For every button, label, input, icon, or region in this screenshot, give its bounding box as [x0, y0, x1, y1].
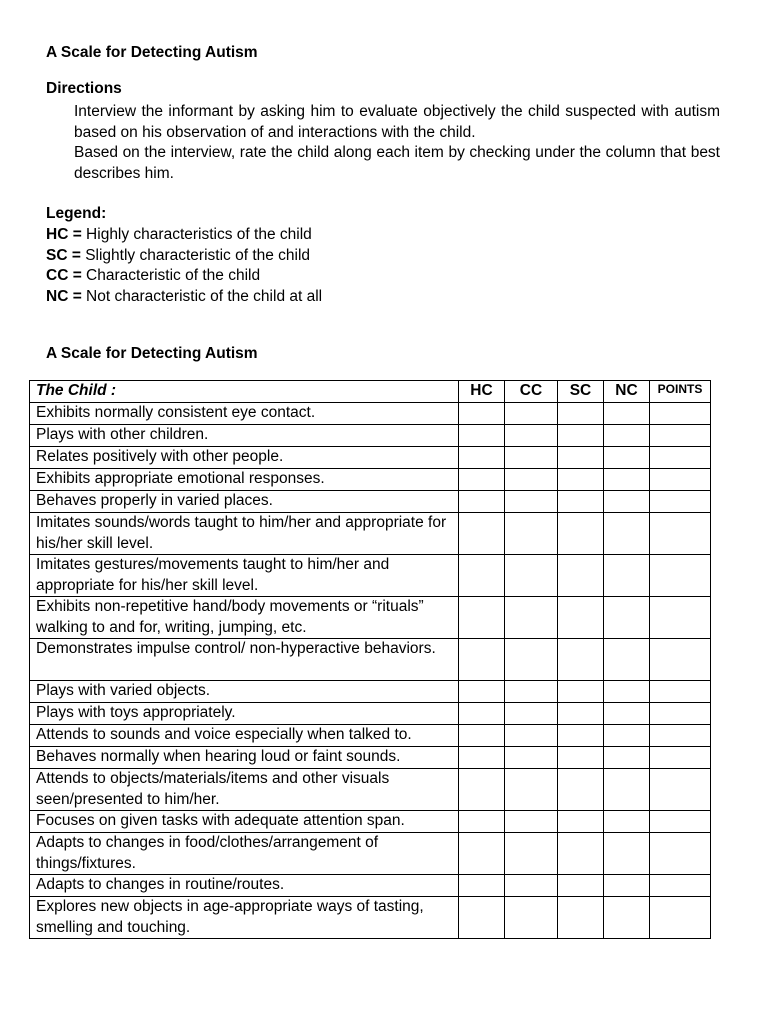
sc-cell[interactable]: [558, 447, 604, 469]
legend-text: Characteristic of the child: [81, 267, 261, 285]
nc-cell[interactable]: [604, 597, 650, 639]
cc-cell[interactable]: [505, 769, 558, 811]
points-cell[interactable]: [650, 769, 711, 811]
sc-cell[interactable]: [558, 875, 604, 897]
item-text: Behaves properly in varied places.: [30, 491, 459, 513]
points-cell[interactable]: [650, 469, 711, 491]
cc-cell[interactable]: [505, 425, 558, 447]
sc-cell[interactable]: [558, 555, 604, 597]
legend-text: Highly characteristics of the child: [81, 225, 312, 243]
hc-cell[interactable]: [459, 703, 505, 725]
directions-heading: Directions: [46, 80, 122, 97]
table-title: A Scale for Detecting Autism: [46, 345, 258, 362]
hc-cell[interactable]: [459, 491, 505, 513]
header-the-child: The Child :: [30, 381, 459, 403]
points-cell[interactable]: [650, 897, 711, 939]
legend-code: CC =: [46, 267, 82, 285]
cc-cell[interactable]: [505, 447, 558, 469]
sc-cell[interactable]: [558, 725, 604, 747]
hc-cell[interactable]: [459, 681, 505, 703]
hc-cell[interactable]: [459, 725, 505, 747]
points-cell[interactable]: [650, 555, 711, 597]
sc-cell[interactable]: [558, 747, 604, 769]
item-text: Adapts to changes in food/clothes/arrangement of things/fixtures.: [30, 833, 459, 875]
legend-text: Not characteristic of the child at all: [81, 288, 323, 306]
directions-paragraph-2: Based on the interview, rate the child along each item by checking under the column that best describes him.: [74, 144, 720, 182]
legend-text: Slightly characteristic of the child: [80, 246, 311, 264]
hc-cell[interactable]: [459, 811, 505, 833]
cc-cell[interactable]: [505, 513, 558, 555]
sc-cell[interactable]: [558, 597, 604, 639]
table-row: [30, 769, 711, 811]
legend: [46, 204, 322, 308]
nc-cell[interactable]: [604, 725, 650, 747]
nc-cell[interactable]: [604, 469, 650, 491]
table-row: [30, 639, 711, 681]
nc-cell[interactable]: [604, 555, 650, 597]
cc-cell[interactable]: [505, 833, 558, 875]
legend-item-nc: [46, 287, 322, 308]
legend-item-cc: [46, 266, 322, 287]
table-header-row: [30, 381, 711, 403]
points-cell[interactable]: [650, 703, 711, 725]
points-cell[interactable]: [650, 747, 711, 769]
points-cell[interactable]: [650, 639, 711, 681]
hc-cell[interactable]: [459, 425, 505, 447]
sc-cell[interactable]: [558, 897, 604, 939]
points-cell[interactable]: [650, 425, 711, 447]
item-text: Focuses on given tasks with adequate attention span.: [30, 811, 459, 833]
header-points: POINTS: [650, 381, 711, 403]
cc-cell[interactable]: [505, 403, 558, 425]
points-cell[interactable]: [650, 491, 711, 513]
autism-scale-table: [29, 380, 711, 939]
hc-cell[interactable]: [459, 769, 505, 811]
points-cell[interactable]: [650, 725, 711, 747]
hc-cell[interactable]: [459, 597, 505, 639]
sc-cell[interactable]: [558, 703, 604, 725]
hc-cell[interactable]: [459, 403, 505, 425]
nc-cell[interactable]: [604, 513, 650, 555]
nc-cell[interactable]: [604, 425, 650, 447]
points-cell[interactable]: [650, 875, 711, 897]
legend-code: SC =: [46, 246, 81, 264]
hc-cell[interactable]: [459, 875, 505, 897]
sc-cell[interactable]: [558, 639, 604, 681]
table-row: [30, 555, 711, 597]
hc-cell[interactable]: [459, 469, 505, 491]
cc-cell[interactable]: [505, 725, 558, 747]
item-text: Attends to objects/materials/items and other visuals seen/presented to him/her.: [30, 769, 459, 811]
item-text: Exhibits normally consistent eye contact.: [30, 403, 459, 425]
document-title: A Scale for Detecting Autism: [46, 44, 258, 61]
hc-cell[interactable]: [459, 513, 505, 555]
nc-cell[interactable]: [604, 681, 650, 703]
cc-cell[interactable]: [505, 491, 558, 513]
table-row: [30, 447, 711, 469]
header-sc: SC: [558, 381, 604, 403]
nc-cell[interactable]: [604, 811, 650, 833]
points-cell[interactable]: [650, 811, 711, 833]
nc-cell[interactable]: [604, 833, 650, 875]
points-cell[interactable]: [650, 403, 711, 425]
nc-cell[interactable]: [604, 703, 650, 725]
header-cc: CC: [505, 381, 558, 403]
points-cell[interactable]: [650, 513, 711, 555]
table-row: [30, 747, 711, 769]
table-row: [30, 725, 711, 747]
table-row: [30, 897, 711, 939]
nc-cell[interactable]: [604, 875, 650, 897]
sc-cell[interactable]: [558, 513, 604, 555]
nc-cell[interactable]: [604, 897, 650, 939]
nc-cell[interactable]: [604, 491, 650, 513]
hc-cell[interactable]: [459, 747, 505, 769]
nc-cell[interactable]: [604, 747, 650, 769]
sc-cell[interactable]: [558, 681, 604, 703]
points-cell[interactable]: [650, 597, 711, 639]
directions-paragraph-1: Interview the informant by asking him to evaluate objectively the child suspected with autism based on his observation of and interactions with the child.: [74, 103, 720, 141]
table-row: [30, 491, 711, 513]
sc-cell[interactable]: [558, 811, 604, 833]
legend-heading: Legend:: [46, 205, 107, 222]
item-text: Imitates gestures/movements taught to him/her and appropriate for his/her skill level.: [30, 555, 459, 597]
nc-cell[interactable]: [604, 447, 650, 469]
sc-cell[interactable]: [558, 425, 604, 447]
item-text: Attends to sounds and voice especially when talked to.: [30, 725, 459, 747]
hc-cell[interactable]: [459, 833, 505, 875]
table-row: [30, 811, 711, 833]
item-text: Demonstrates impulse control/ non-hyperactive behaviors.: [30, 639, 459, 681]
table-row: [30, 703, 711, 725]
points-cell[interactable]: [650, 447, 711, 469]
table-row: [30, 513, 711, 555]
cc-cell[interactable]: [505, 469, 558, 491]
header-nc: NC: [604, 381, 650, 403]
sc-cell[interactable]: [558, 769, 604, 811]
hc-cell[interactable]: [459, 555, 505, 597]
item-text: Plays with other children.: [30, 425, 459, 447]
header-hc: HC: [459, 381, 505, 403]
item-text: Exhibits appropriate emotional responses.: [30, 469, 459, 491]
table-row: [30, 425, 711, 447]
item-text: Relates positively with other people.: [30, 447, 459, 469]
sc-cell[interactable]: [558, 403, 604, 425]
cc-cell[interactable]: [505, 639, 558, 681]
points-cell[interactable]: [650, 833, 711, 875]
cc-cell[interactable]: [505, 811, 558, 833]
cc-cell[interactable]: [505, 555, 558, 597]
legend-item-hc: [46, 225, 322, 246]
item-text: Plays with toys appropriately.: [30, 703, 459, 725]
table-row: [30, 875, 711, 897]
nc-cell[interactable]: [604, 639, 650, 681]
nc-cell[interactable]: [604, 769, 650, 811]
legend-code: HC =: [46, 225, 82, 243]
cc-cell[interactable]: [505, 897, 558, 939]
table-row: [30, 403, 711, 425]
table-row: [30, 681, 711, 703]
item-text: Behaves normally when hearing loud or faint sounds.: [30, 747, 459, 769]
item-text: Imitates sounds/words taught to him/her and appropriate for his/her skill level.: [30, 513, 459, 555]
item-text: Plays with varied objects.: [30, 681, 459, 703]
nc-cell[interactable]: [604, 403, 650, 425]
item-text: Explores new objects in age-appropriate ways of tasting, smelling and touching.: [30, 897, 459, 939]
legend-code: NC =: [46, 288, 82, 306]
cc-cell[interactable]: [505, 703, 558, 725]
cc-cell[interactable]: [505, 681, 558, 703]
hc-cell[interactable]: [459, 639, 505, 681]
sc-cell[interactable]: [558, 469, 604, 491]
legend-item-sc: [46, 246, 322, 267]
table-row: [30, 597, 711, 639]
cc-cell[interactable]: [505, 597, 558, 639]
hc-cell[interactable]: [459, 897, 505, 939]
points-cell[interactable]: [650, 681, 711, 703]
table-row: [30, 469, 711, 491]
item-text: Exhibits non-repetitive hand/body movements or “rituals” walking to and for, writing, jumping, etc.: [30, 597, 459, 639]
sc-cell[interactable]: [558, 491, 604, 513]
cc-cell[interactable]: [505, 747, 558, 769]
table-row: [30, 833, 711, 875]
hc-cell[interactable]: [459, 447, 505, 469]
cc-cell[interactable]: [505, 875, 558, 897]
sc-cell[interactable]: [558, 833, 604, 875]
item-text: Adapts to changes in routine/routes.: [30, 875, 459, 897]
